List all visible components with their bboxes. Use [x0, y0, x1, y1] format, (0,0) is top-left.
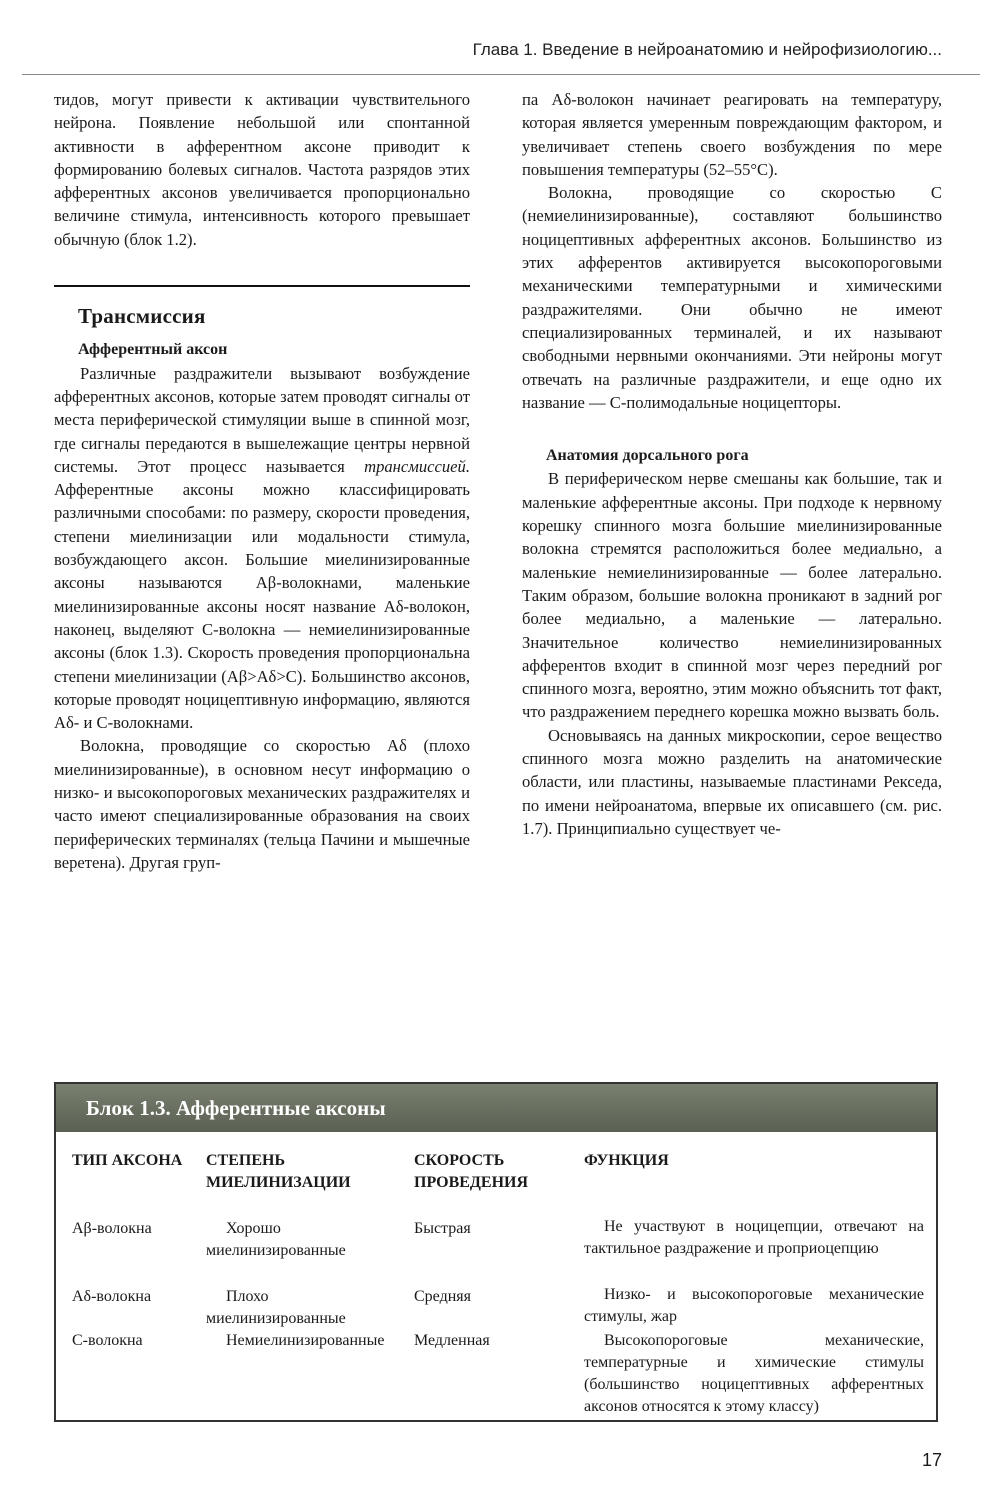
table-cell: Плохо миелинизированные: [206, 1288, 346, 1327]
column-header-function: ФУНКЦИЯ: [584, 1152, 669, 1169]
paragraph: Волокна, проводящие со скоростью Aδ (плохо миелинизированные), в основном несут информацию о низко- и высокопороговых механических раздражителях и часто имеют специализированные образования на своих периферических терминалях (тельца Пачини и мышечные веретена). Другая груп-: [54, 736, 470, 872]
column-header-speed: СКОРОСТЬ ПРОВЕДЕНИЯ: [414, 1152, 529, 1191]
table-cell: Быстрая: [414, 1220, 471, 1237]
table-cell: Хорошо миелинизированные: [206, 1220, 346, 1259]
paragraph: В периферическом нерве смешаны как большие, так и маленькие афферентные аксоны. При подходе к нервному корешку спинного мозга большие миелинизированные волокна стремятся расположиться более медиально, а маленькие немиелинизированные — более латерально. Таким образом, большие волокна проникают в задний рог более медиально, а маленькие — латерально. Значительное количество немиелинизированных афферентов входит в спинной мозг через передний рог спинного мозга, вероятно, этим можно объяснить тот факт, что раздражением переднего корешка можно вызвать боль.: [522, 469, 942, 722]
subsection-title: Афферентный аксон: [78, 341, 228, 359]
page-number: 17: [921, 1450, 942, 1470]
table-cell: Aβ-волокна: [72, 1220, 152, 1237]
paragraph: Различные раздражители вызывают возбуждение афферентных аксонов, которые затем проводят сигналы от места периферической стимуляции выше в спинной мозг, где сигналы передаются в вышележащие центры нервной системы. Этот процесс называется трансмиссией. Афферентные аксоны можно классифицировать различными способами: по размеру, скорости проведения, степени миелинизации или модальности стимула, возбуждающего аксон. Большие миелинизированные аксоны называются Aβ-волокнами, маленькие миелинизированные аксоны носят название Aδ-волокон, наконец, выделяют С-волокна — немиелинизированные аксоны (блок 1.3). Скорость проведения пропорциональна степени миелинизации (Aβ>Aδ>C). Большинство аксонов, которые проводят ноцицептивную информацию, являются Aδ- и С-волокнами.: [54, 363, 470, 733]
table-cell: Средняя: [414, 1288, 471, 1305]
section-divider: [54, 285, 470, 287]
left-column: [54, 88, 470, 874]
table-cell: Aδ-волокна: [72, 1288, 152, 1305]
section-title: Трансмиссия: [78, 304, 206, 329]
column-header-type: ТИП АКСОНА: [72, 1152, 183, 1169]
table-cell: Низко- и высокопороговые механические стимулы, жар: [584, 1286, 924, 1325]
column-header-myelination: СТЕПЕНЬ МИЕЛИНИЗАЦИИ: [206, 1152, 351, 1191]
paragraph: Основываясь на данных микроскопии, серое вещество спинного мозга можно разделить на анатомические области, или пластины, называемые пластинами Рекседа, по имени нейроанатома, впервые их описавшего (см. рис. 1.7). Принципиально существует че-: [522, 725, 942, 838]
subsection-title: Анатомия дорсального рога: [546, 447, 749, 465]
header-rule: [22, 74, 980, 75]
info-box: [54, 1082, 938, 1422]
paragraph: па Aδ-волокон начинает реагировать на температуру, которая является умеренным повреждающим фактором, и увеличивает степень своего возбуждения по мере повышения температуры (52–55°С).: [522, 90, 942, 179]
running-header: Глава 1. Введение в нейроанатомию и нейрофизиологию...: [472, 40, 942, 59]
emphasis-term: трансмиссией.: [364, 456, 470, 476]
table-cell: Немиелинизированные: [226, 1332, 385, 1349]
paragraph: тидов, могут привести к активации чувствительного нейрона. Появление небольшой или спонтанной активности в афферентном аксоне приводит к формированию болевых сигналов. Частота разрядов этих афферентных аксонов увеличивается пропорционально величине стимула, интенсивность которого превышает обычную (блок 1.2).: [54, 90, 470, 249]
table-cell: Медленная: [414, 1332, 490, 1349]
box-title: Блок 1.3. Афферентные аксоны: [56, 1084, 936, 1132]
right-column: [522, 88, 942, 840]
table-cell: С-волокна: [72, 1332, 143, 1349]
table-cell: Высокопороговые механические, температурные и химические стимулы (большинство ноцицептивных афферентных аксонов относятся к этому классу): [584, 1332, 924, 1415]
paragraph: Волокна, проводящие со скоростью С (немиелинизированные), составляют большинство ноцицептивных афферентных аксонов. Большинство из этих афферентов активируется высокопороговыми механическими температурными и химическими раздражителями. Они обычно не имеют специализированных терминалей, и их называют свободными нервными окончаниями. Эти нейроны могут отвечать на различные раздражители, и еще одно их название — С-полимодальные ноцицепторы.: [522, 183, 942, 412]
table-cell: Не участвуют в ноцицепции, отвечают на тактильное раздражение и проприоцепцию: [584, 1218, 924, 1257]
